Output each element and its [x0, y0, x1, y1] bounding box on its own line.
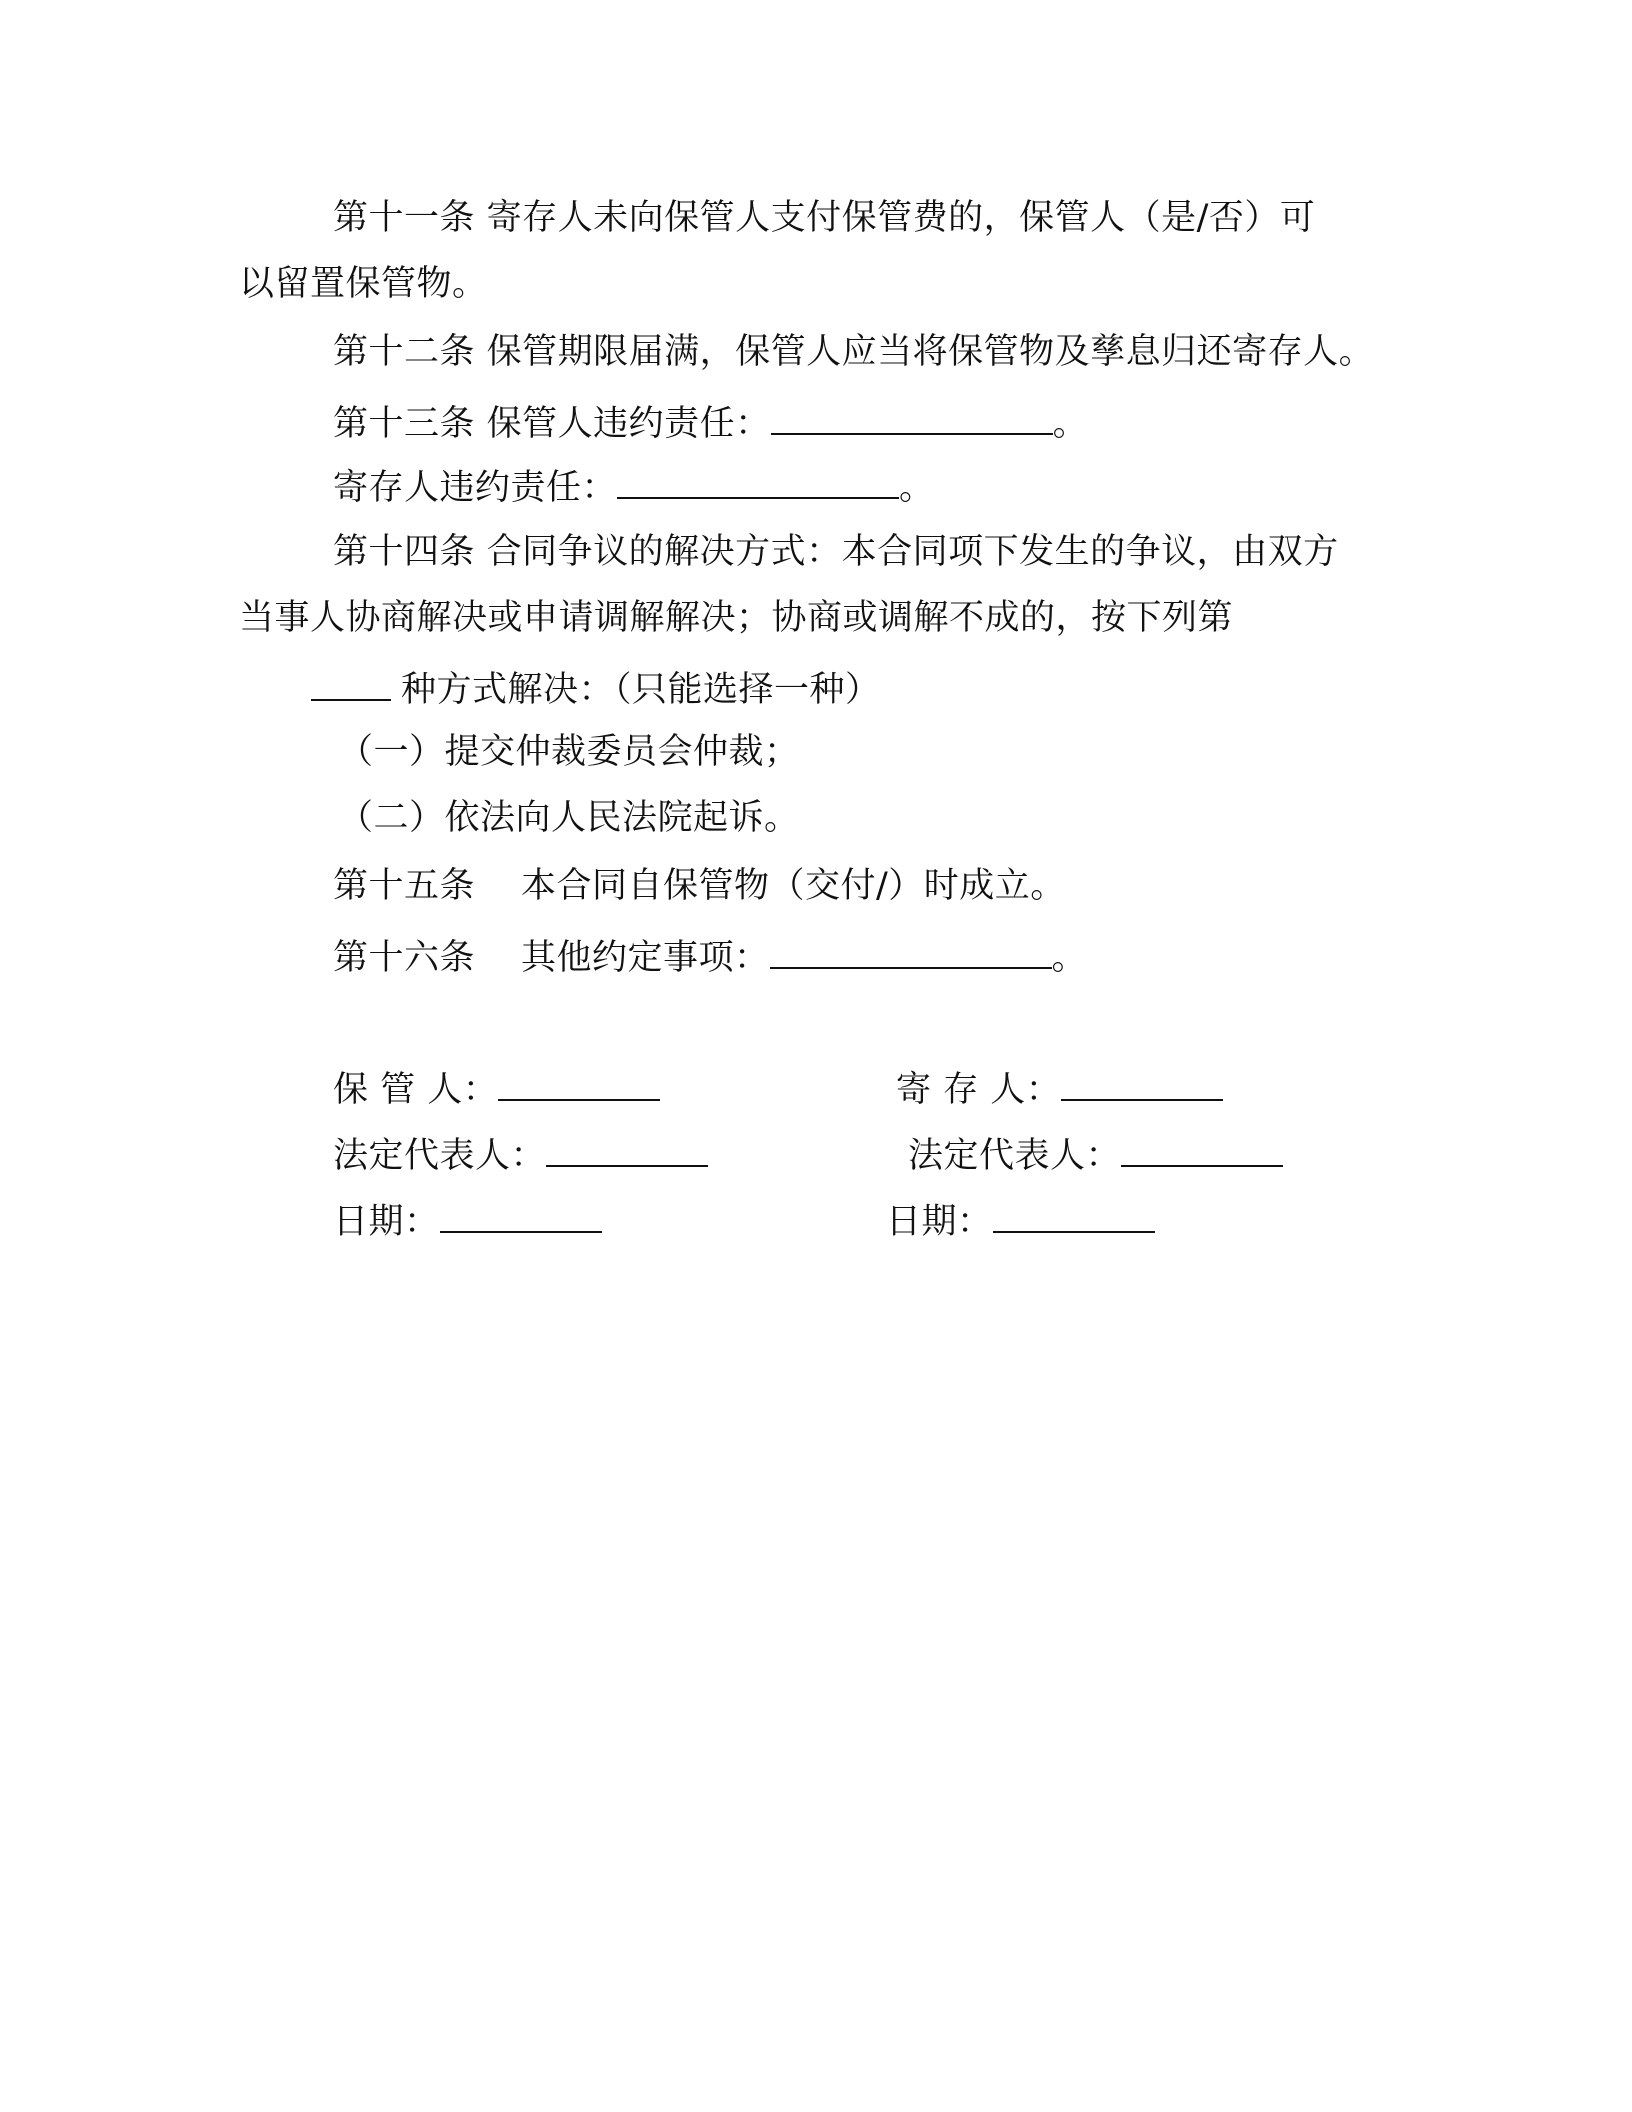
custodian-date-blank	[440, 1201, 602, 1233]
other-matters-blank	[770, 937, 1052, 969]
article-13	[333, 402, 1088, 446]
article-16-period: 。	[1051, 938, 1088, 978]
article-11-line-2	[239, 262, 488, 306]
depositor-date	[886, 1200, 1155, 1244]
article-16-number: 第十六条	[333, 938, 476, 978]
depositor-label: 寄 存 人：	[896, 1070, 1062, 1110]
depositor-representative	[908, 1134, 1283, 1178]
article-15	[333, 864, 1066, 908]
article-11-line-1	[333, 196, 1315, 240]
article-12	[333, 330, 1374, 374]
depositor-date-blank	[993, 1201, 1155, 1233]
dispute-option-1	[338, 730, 800, 774]
depositor-rep-label: 法定代表人：	[908, 1136, 1122, 1176]
article-14-line-3	[311, 668, 881, 712]
article-13-label: 第十三条 保管人违约责任：	[333, 404, 771, 444]
article-12-text: 第十二条 保管期限届满，保管人应当将保管物及孳息归还寄存人。	[333, 332, 1375, 372]
custodian-label: 保 管 人：	[333, 1070, 499, 1110]
dispute-option-2-text: （二）依法向人民法院起诉。	[338, 798, 800, 838]
depositor-signature	[896, 1068, 1223, 1112]
depositor-rep-blank	[1121, 1135, 1283, 1167]
depositor-signature-blank	[1061, 1069, 1223, 1101]
custodian-rep-blank	[546, 1135, 708, 1167]
dispute-option-1-text: （一）提交仲裁委员会仲裁；	[338, 732, 800, 772]
dispute-method-blank	[311, 669, 391, 701]
custodian-liability-blank	[771, 403, 1053, 435]
article-15-number: 第十五条	[333, 866, 476, 906]
article-14-line-1	[333, 530, 1339, 574]
article-11-text-1: 第十一条 寄存人未向保管人支付保管费的，保管人（是/否）可	[333, 198, 1316, 238]
depositor-liability-period: 。	[899, 468, 935, 508]
article-14-line-2	[239, 596, 1233, 640]
article-15-text: 本合同自保管物（交付/）时成立。	[521, 866, 1066, 906]
depositor-date-label: 日期：	[886, 1202, 993, 1242]
custodian-rep-label: 法定代表人：	[333, 1136, 547, 1176]
article-14-text-2: 当事人协商解决或申请调解解决；协商或调解不成的，按下列第	[239, 598, 1234, 638]
article-13-period: 。	[1052, 404, 1089, 444]
custodian-signature	[333, 1068, 660, 1112]
custodian-date-label: 日期：	[333, 1202, 440, 1242]
article-14-text-3: 种方式解决：（只能选择一种）	[401, 670, 881, 710]
custodian-date	[333, 1200, 602, 1244]
article-13-depositor	[333, 466, 935, 510]
article-11-text-2: 以留置保管物。	[239, 264, 488, 304]
custodian-representative	[333, 1134, 708, 1178]
depositor-liability-label: 寄存人违约责任：	[333, 468, 618, 508]
article-16	[333, 936, 1087, 980]
depositor-liability-blank	[617, 467, 899, 499]
article-14-text-1: 第十四条 合同争议的解决方式：本合同项下发生的争议，由双方	[333, 532, 1339, 572]
article-16-label: 其他约定事项：	[521, 938, 770, 978]
custodian-signature-blank	[498, 1069, 660, 1101]
dispute-option-2	[338, 796, 800, 840]
